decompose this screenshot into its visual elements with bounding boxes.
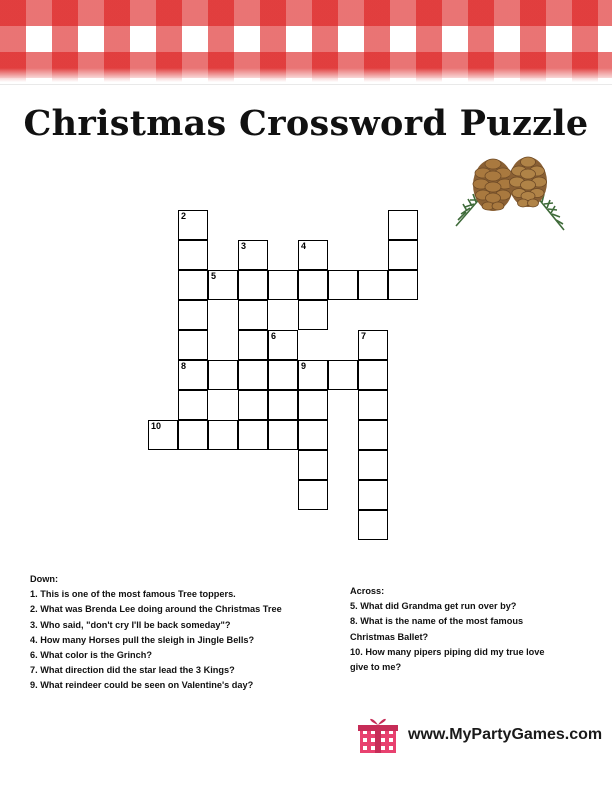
gingham-banner bbox=[0, 0, 612, 85]
crossword-cell[interactable] bbox=[178, 300, 208, 330]
crossword-cell[interactable] bbox=[358, 510, 388, 540]
crossword-cell[interactable] bbox=[268, 270, 298, 300]
clue-down-4: 4. How many Horses pull the sleigh in Jingle Bells? bbox=[30, 634, 255, 645]
crossword-cell[interactable] bbox=[178, 420, 208, 450]
cell-number-9: 9 bbox=[301, 361, 307, 371]
crossword-cell[interactable] bbox=[238, 330, 268, 360]
clue-across-8: 8. What is the name of the most famous bbox=[350, 616, 524, 627]
clues-down-heading: Down: bbox=[30, 574, 59, 584]
crossword-cell[interactable] bbox=[268, 330, 298, 360]
crossword-cell[interactable] bbox=[388, 270, 418, 300]
crossword-cell[interactable] bbox=[358, 360, 388, 390]
crossword-cell[interactable] bbox=[238, 360, 268, 390]
crossword-cell[interactable] bbox=[208, 420, 238, 450]
crossword-cell[interactable] bbox=[178, 390, 208, 420]
crossword-cell[interactable] bbox=[238, 270, 268, 300]
cell-number-6: 6 bbox=[271, 331, 277, 341]
crossword-cell[interactable] bbox=[238, 420, 268, 450]
cell-number-8: 8 bbox=[181, 361, 187, 371]
clue-down-2: 2. What was Brenda Lee doing around the Christmas Tree bbox=[30, 604, 282, 615]
crossword-cell[interactable] bbox=[268, 390, 298, 420]
crossword-cell[interactable] bbox=[388, 210, 418, 240]
clue-across-5: 5. What did Grandma get run over by? bbox=[350, 601, 517, 612]
crossword-cell[interactable] bbox=[328, 270, 358, 300]
page-title: Christmas Crossword Puzzle bbox=[23, 103, 589, 144]
clues-section bbox=[0, 572, 612, 691]
clues-across bbox=[350, 584, 590, 675]
crossword-cell[interactable] bbox=[298, 450, 328, 480]
crossword-cell[interactable] bbox=[268, 420, 298, 450]
cell-number-7: 7 bbox=[361, 331, 367, 341]
crossword-cell[interactable] bbox=[358, 390, 388, 420]
clue-down-6: 6. What color is the Grinch? bbox=[30, 650, 153, 661]
clue-down-7: 7. What direction did the star lead the 3 Kings? bbox=[30, 665, 235, 676]
crossword-cell[interactable] bbox=[298, 240, 328, 270]
clue-down-9: 9. What reindeer could be seen on Valentine's day? bbox=[30, 680, 254, 691]
crossword-cell[interactable] bbox=[238, 240, 268, 270]
crossword-cell[interactable] bbox=[298, 300, 328, 330]
clue-down-1: 1. This is one of the most famous Tree toppers. bbox=[30, 589, 236, 600]
clues-across-heading: Across: bbox=[350, 586, 385, 596]
crossword-cell[interactable] bbox=[268, 360, 298, 390]
crossword-cell[interactable] bbox=[298, 360, 328, 390]
crossword-cell[interactable] bbox=[358, 420, 388, 450]
crossword-cell[interactable] bbox=[358, 480, 388, 510]
crossword-cell[interactable] bbox=[238, 300, 268, 330]
crossword-cell[interactable] bbox=[178, 210, 208, 240]
crossword-cell[interactable] bbox=[208, 360, 238, 390]
cell-number-4: 4 bbox=[301, 241, 307, 251]
crossword-cell[interactable] bbox=[238, 390, 268, 420]
crossword-cell[interactable] bbox=[178, 360, 208, 390]
crossword-cell[interactable] bbox=[208, 270, 238, 300]
crossword-grid[interactable] bbox=[148, 210, 478, 540]
crossword-cell[interactable] bbox=[328, 360, 358, 390]
crossword-cell[interactable] bbox=[298, 390, 328, 420]
clues-down bbox=[30, 572, 345, 694]
clue-across-10: 10. How many pipers piping did my true love bbox=[350, 646, 545, 657]
crossword-cell[interactable] bbox=[298, 420, 328, 450]
crossword-cell[interactable] bbox=[178, 240, 208, 270]
crossword-cell[interactable] bbox=[148, 420, 178, 450]
crossword-cell[interactable] bbox=[178, 270, 208, 300]
clue-across-8-cont: Christmas Ballet? bbox=[350, 631, 429, 642]
cell-number-3: 3 bbox=[241, 241, 247, 251]
crossword-cell[interactable] bbox=[358, 270, 388, 300]
crossword-cell[interactable] bbox=[298, 480, 328, 510]
crossword-cell[interactable] bbox=[358, 330, 388, 360]
crossword-cell[interactable] bbox=[298, 270, 328, 300]
crossword-cell[interactable] bbox=[358, 450, 388, 480]
banner-fade bbox=[0, 68, 612, 84]
cell-number-2: 2 bbox=[181, 211, 187, 221]
crossword-cell[interactable] bbox=[178, 330, 208, 360]
crossword-cell[interactable] bbox=[388, 240, 418, 270]
clue-down-3: 3. Who said, "don't cry I'll be back someday"? bbox=[30, 619, 231, 630]
cell-number-10: 10 bbox=[151, 421, 162, 431]
footer-url[interactable]: www.MyPartyGames.com bbox=[408, 726, 603, 743]
gift-box-icon bbox=[356, 713, 400, 757]
site-footer bbox=[356, 710, 603, 760]
cell-number-5: 5 bbox=[211, 271, 217, 281]
clue-across-10-cont: give to me? bbox=[350, 662, 402, 673]
